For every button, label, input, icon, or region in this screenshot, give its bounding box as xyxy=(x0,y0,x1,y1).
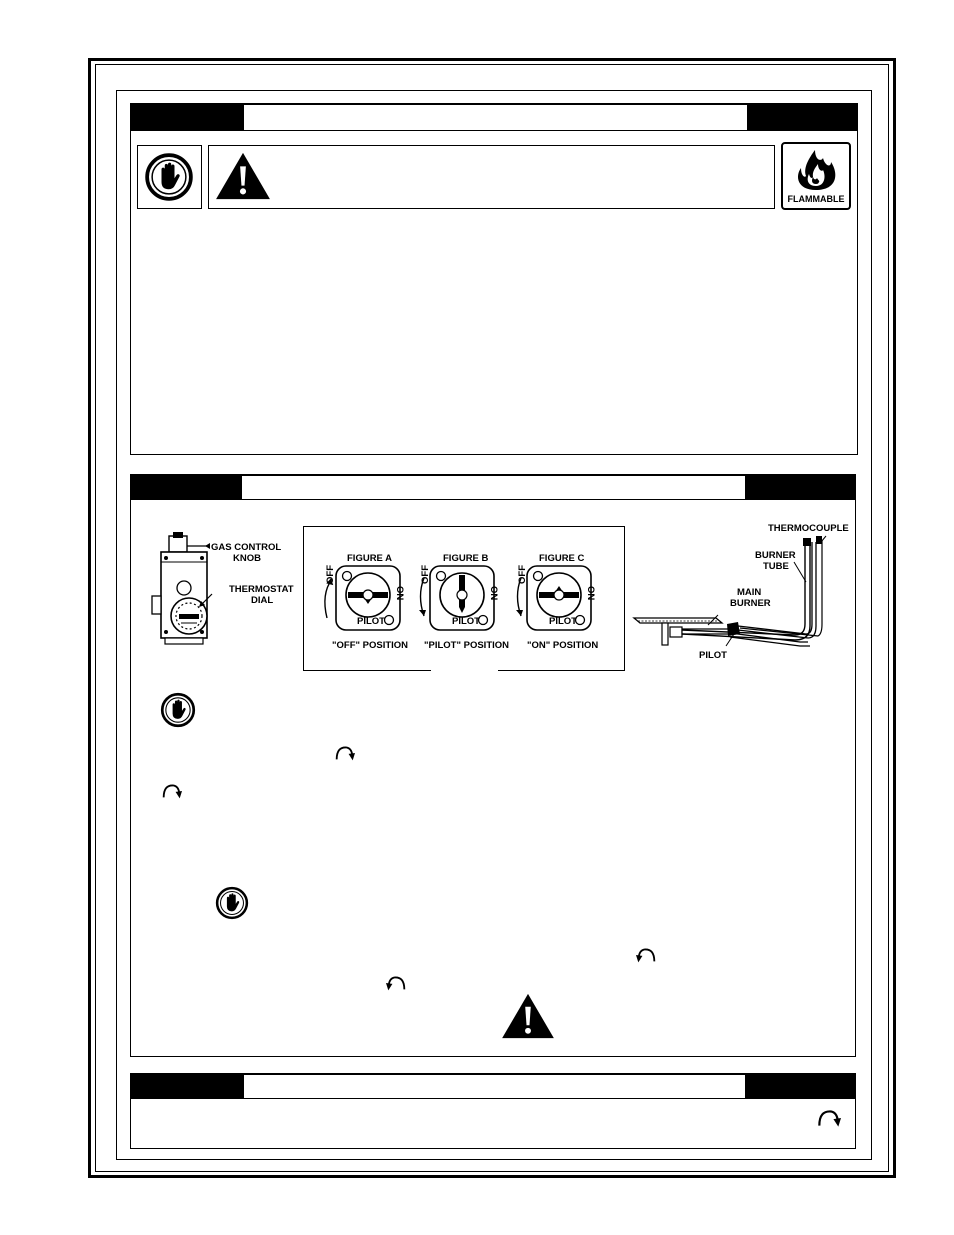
pilot-label: PILOT xyxy=(699,650,727,661)
header-bar-right xyxy=(747,104,857,131)
header-bar-title xyxy=(244,1074,745,1099)
warning-triangle-icon xyxy=(213,151,273,201)
warning-banner xyxy=(208,145,775,209)
header-bar-right xyxy=(745,1074,855,1099)
main-burner-label-2: BURNER xyxy=(730,598,771,609)
hand-icon-box xyxy=(137,145,202,209)
counterclockwise-arrow-icon xyxy=(386,972,408,994)
gas-control-knob-label-1: GAS CONTROL xyxy=(211,542,282,553)
figure-b-caption: "PILOT" POSITION xyxy=(424,640,510,651)
burner-tube-label-2: TUBE xyxy=(763,561,789,572)
hand-stop-icon xyxy=(144,152,194,202)
figure-b-pilot-label: PILOT xyxy=(452,616,480,627)
clockwise-arrow-icon xyxy=(815,1105,841,1131)
header-bar-title xyxy=(242,475,745,500)
header-bar-left xyxy=(131,1074,244,1099)
figure-c-on-label: ON xyxy=(585,586,596,601)
figure-c-caption: "ON" POSITION xyxy=(527,640,599,651)
counterclockwise-arrow-icon xyxy=(636,944,658,966)
header-bar-left xyxy=(131,475,242,500)
figure-a-caption: "OFF" POSITION xyxy=(332,640,409,651)
header-bar-left xyxy=(131,104,244,131)
hand-stop-icon xyxy=(160,692,196,728)
gas-control-valve-illustration xyxy=(150,532,218,648)
burner-tube-label-1: BURNER xyxy=(755,550,796,561)
figure-c-off-label: OFF xyxy=(517,565,528,584)
header-bar-title xyxy=(244,104,747,131)
figure-b-title: FIGURE B xyxy=(443,553,489,564)
main-burner-label-1: MAIN xyxy=(737,587,762,598)
flammable-badge-text: FLAMMABLE xyxy=(787,194,845,204)
flame-icon xyxy=(791,146,841,192)
warning-panel xyxy=(130,103,858,455)
flammable-icon xyxy=(781,142,851,210)
hand-stop-icon xyxy=(215,886,249,920)
figure-a-on-label: ON xyxy=(394,586,405,601)
thermostat-dial-label-2: DIAL xyxy=(251,595,274,606)
figure-c-pilot-label: PILOT xyxy=(549,616,577,627)
figure-b-off-label: OFF xyxy=(420,565,431,584)
thermostat-dial-label-1: THERMOSTAT xyxy=(229,584,294,595)
clockwise-arrow-icon xyxy=(160,780,182,802)
figure-c-title: FIGURE C xyxy=(539,553,585,564)
figures-box-gap xyxy=(431,666,498,674)
header-bar-right xyxy=(745,475,855,500)
figure-b-on-label: ON xyxy=(488,586,499,601)
figure-a-pilot-label: PILOT xyxy=(357,616,385,627)
figure-a-off-label: OFF xyxy=(325,565,336,584)
gas-control-knob-label-2: KNOB xyxy=(233,553,261,564)
figure-a-title: FIGURE A xyxy=(347,553,393,564)
clockwise-arrow-icon xyxy=(333,742,355,764)
warning-triangle-icon xyxy=(500,992,556,1040)
shutdown-panel xyxy=(130,1073,856,1149)
thermocouple-label: THERMOCOUPLE xyxy=(768,523,849,534)
